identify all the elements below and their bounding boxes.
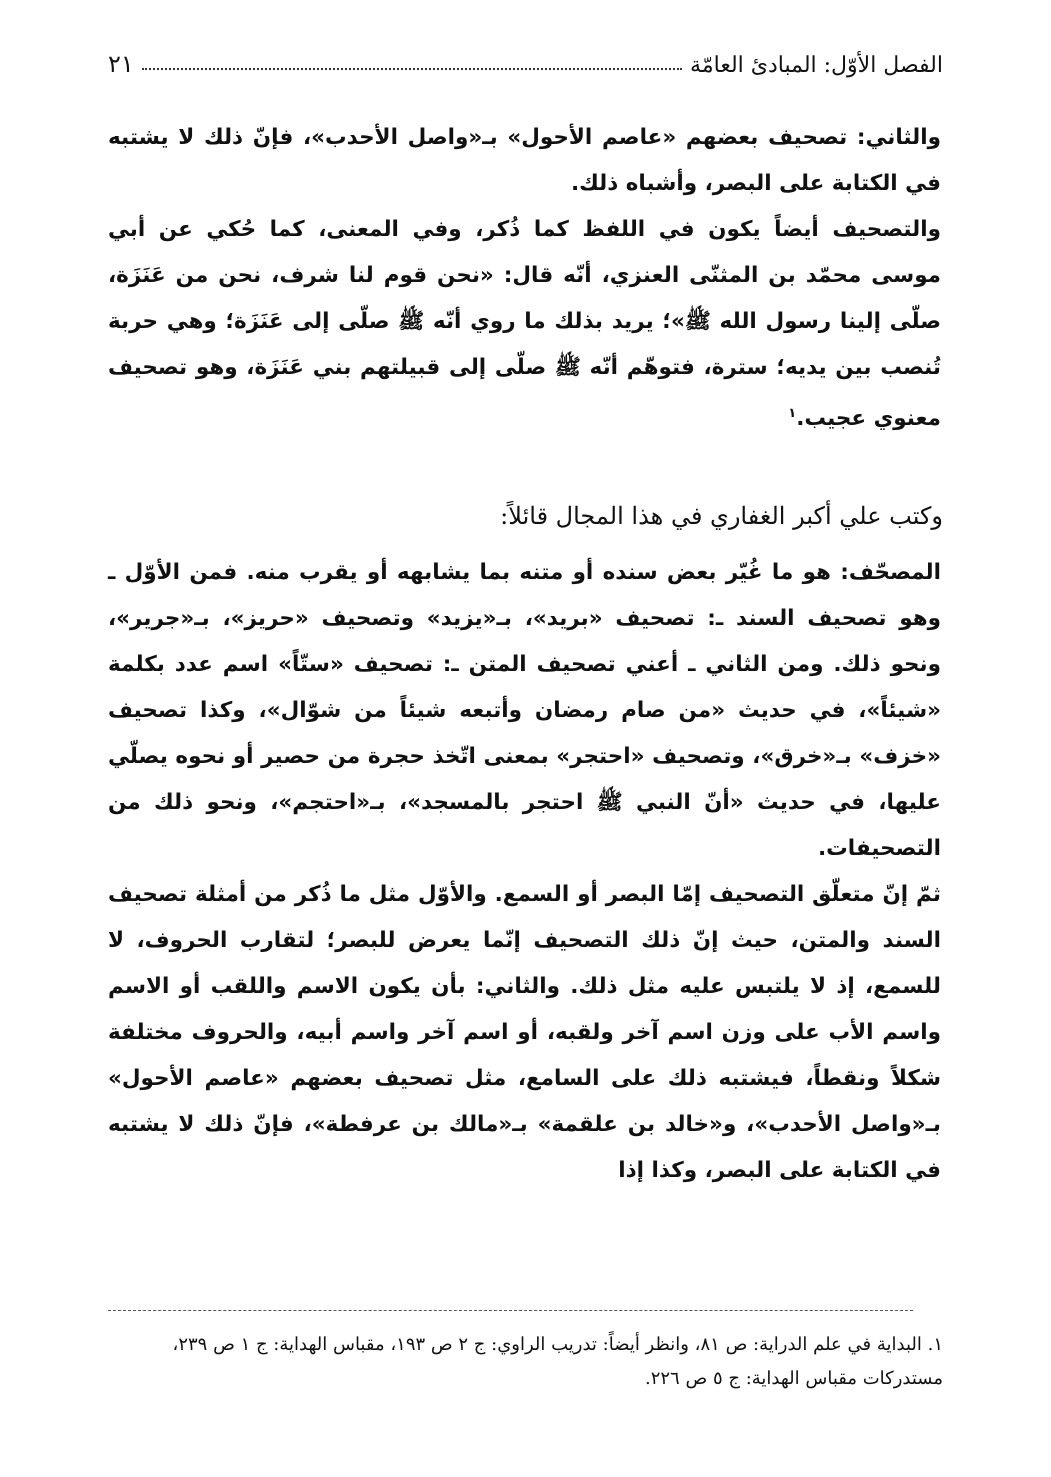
quote-block-2 <box>108 550 941 1194</box>
body-paragraph: وكتب علي أكبر الغفاري في هذا المجال قائلاً: <box>500 502 943 530</box>
footnote-marker: ١ <box>788 406 797 421</box>
quote-1-paragraph-1: والثاني: تصحيف بعضهم «عاصم الأحول» بـ«واصل الأحدب»، فإنّ ذلك لا يشتبه في الكتابة على البصر، وأشباه ذلك. <box>108 125 941 196</box>
footnote: ١. البداية في علم الدراية: ص ٨١، وانظر أيضاً: تدريب الراوي: ج ٢ ص ١٩٣، مقباس الهداية: ج ١ ص ٢٣٩، مستدركات مقباس الهداية: ج ٥ ص ٢٢٦. <box>172 1334 943 1389</box>
running-header <box>108 38 943 78</box>
chapter-title: الفصل الأوّل: المبادئ العامّة <box>690 53 943 78</box>
page-number: ٢١ <box>108 50 134 78</box>
quote-2-paragraph-1: المصحّف: هو ما غُيّر بعض سنده أو متنه بما يشابهه أو يقرب منه. فمن الأوّل ـ وهو تصحيف السند ـ: تصحيف «بريد»، بـ«يزيد» وتصحيف «حريز»، بـ«جرير»، ونحو ذلك. ومن الثاني ـ أعني تصحيف المتن ـ: تصحيف «ستّاً» اسم عدد بكلمة «شيئاً»، في حديث «من صام رمضان وأتبعه شيئاً من شوّال»، وكذا تصحيف «خزف» بـ«خرق»، وتصحيف «احتجر» بمعنى اتّخذ حجرة من حصير أو نحوه يصلّي عليها، في حديث «أنّ النبي ﷺ احتجر بالمسجد»، بـ«احتجم»، ونحو ذلك من التصحيفات. <box>108 560 941 861</box>
quote-block-1 <box>108 115 941 442</box>
footnote-separator <box>108 1310 913 1311</box>
dot-leader <box>142 68 682 70</box>
quote-1-paragraph-2 <box>108 207 941 442</box>
quote-2-paragraph-2: ثمّ إنّ متعلّق التصحيف إمّا البصر أو السمع. والأوّل مثل ما ذُكر من أمثلة تصحيف السند والمتن، حيث إنّ ذلك التصحيف إنّما يعرض للبصر؛ لتقارب الحروف، لا للسمع، إذ لا يلتبس عليه مثل ذلك. والثاني: بأن يكون الاسم واللقب أو الاسم واسم الأب على وزن اسم آخر ولقبه، أو اسم آخر واسم أبيه، والحروف مختلفة شكلاً ونقطاً، فيشتبه ذلك على السامع، مثل تصحيف بعضهم «عاصم الأحول» بـ«واصل الأحدب»، و«خالد بن علقمة» بـ«مالك بن عرفطة»، فإنّ ذلك لا يشتبه في الكتابة على البصر، وكذا إذا <box>108 882 941 1183</box>
quote-1-paragraph-2-text: والتصحيف أيضاً يكون في اللفظ كما ذُكر، وفي المعنى، كما حُكي عن أبي موسى محمّد بن المثنّى العنزي، أنّه قال: «نحن قوم لنا شرف، نحن من عَنَزَة، صلّى إلينا رسول الله ﷺ»؛ يريد بذلك ما روي أنّه ﷺ صلّى إلى عَنَزَة؛ وهي حربة تُنصب بين يديه؛ سترة، فتوهّم أنّه ﷺ صلّى إلى قبيلتهم بني عَنَزَة، وهو تصحيف معنوي عجيب. <box>108 217 941 432</box>
